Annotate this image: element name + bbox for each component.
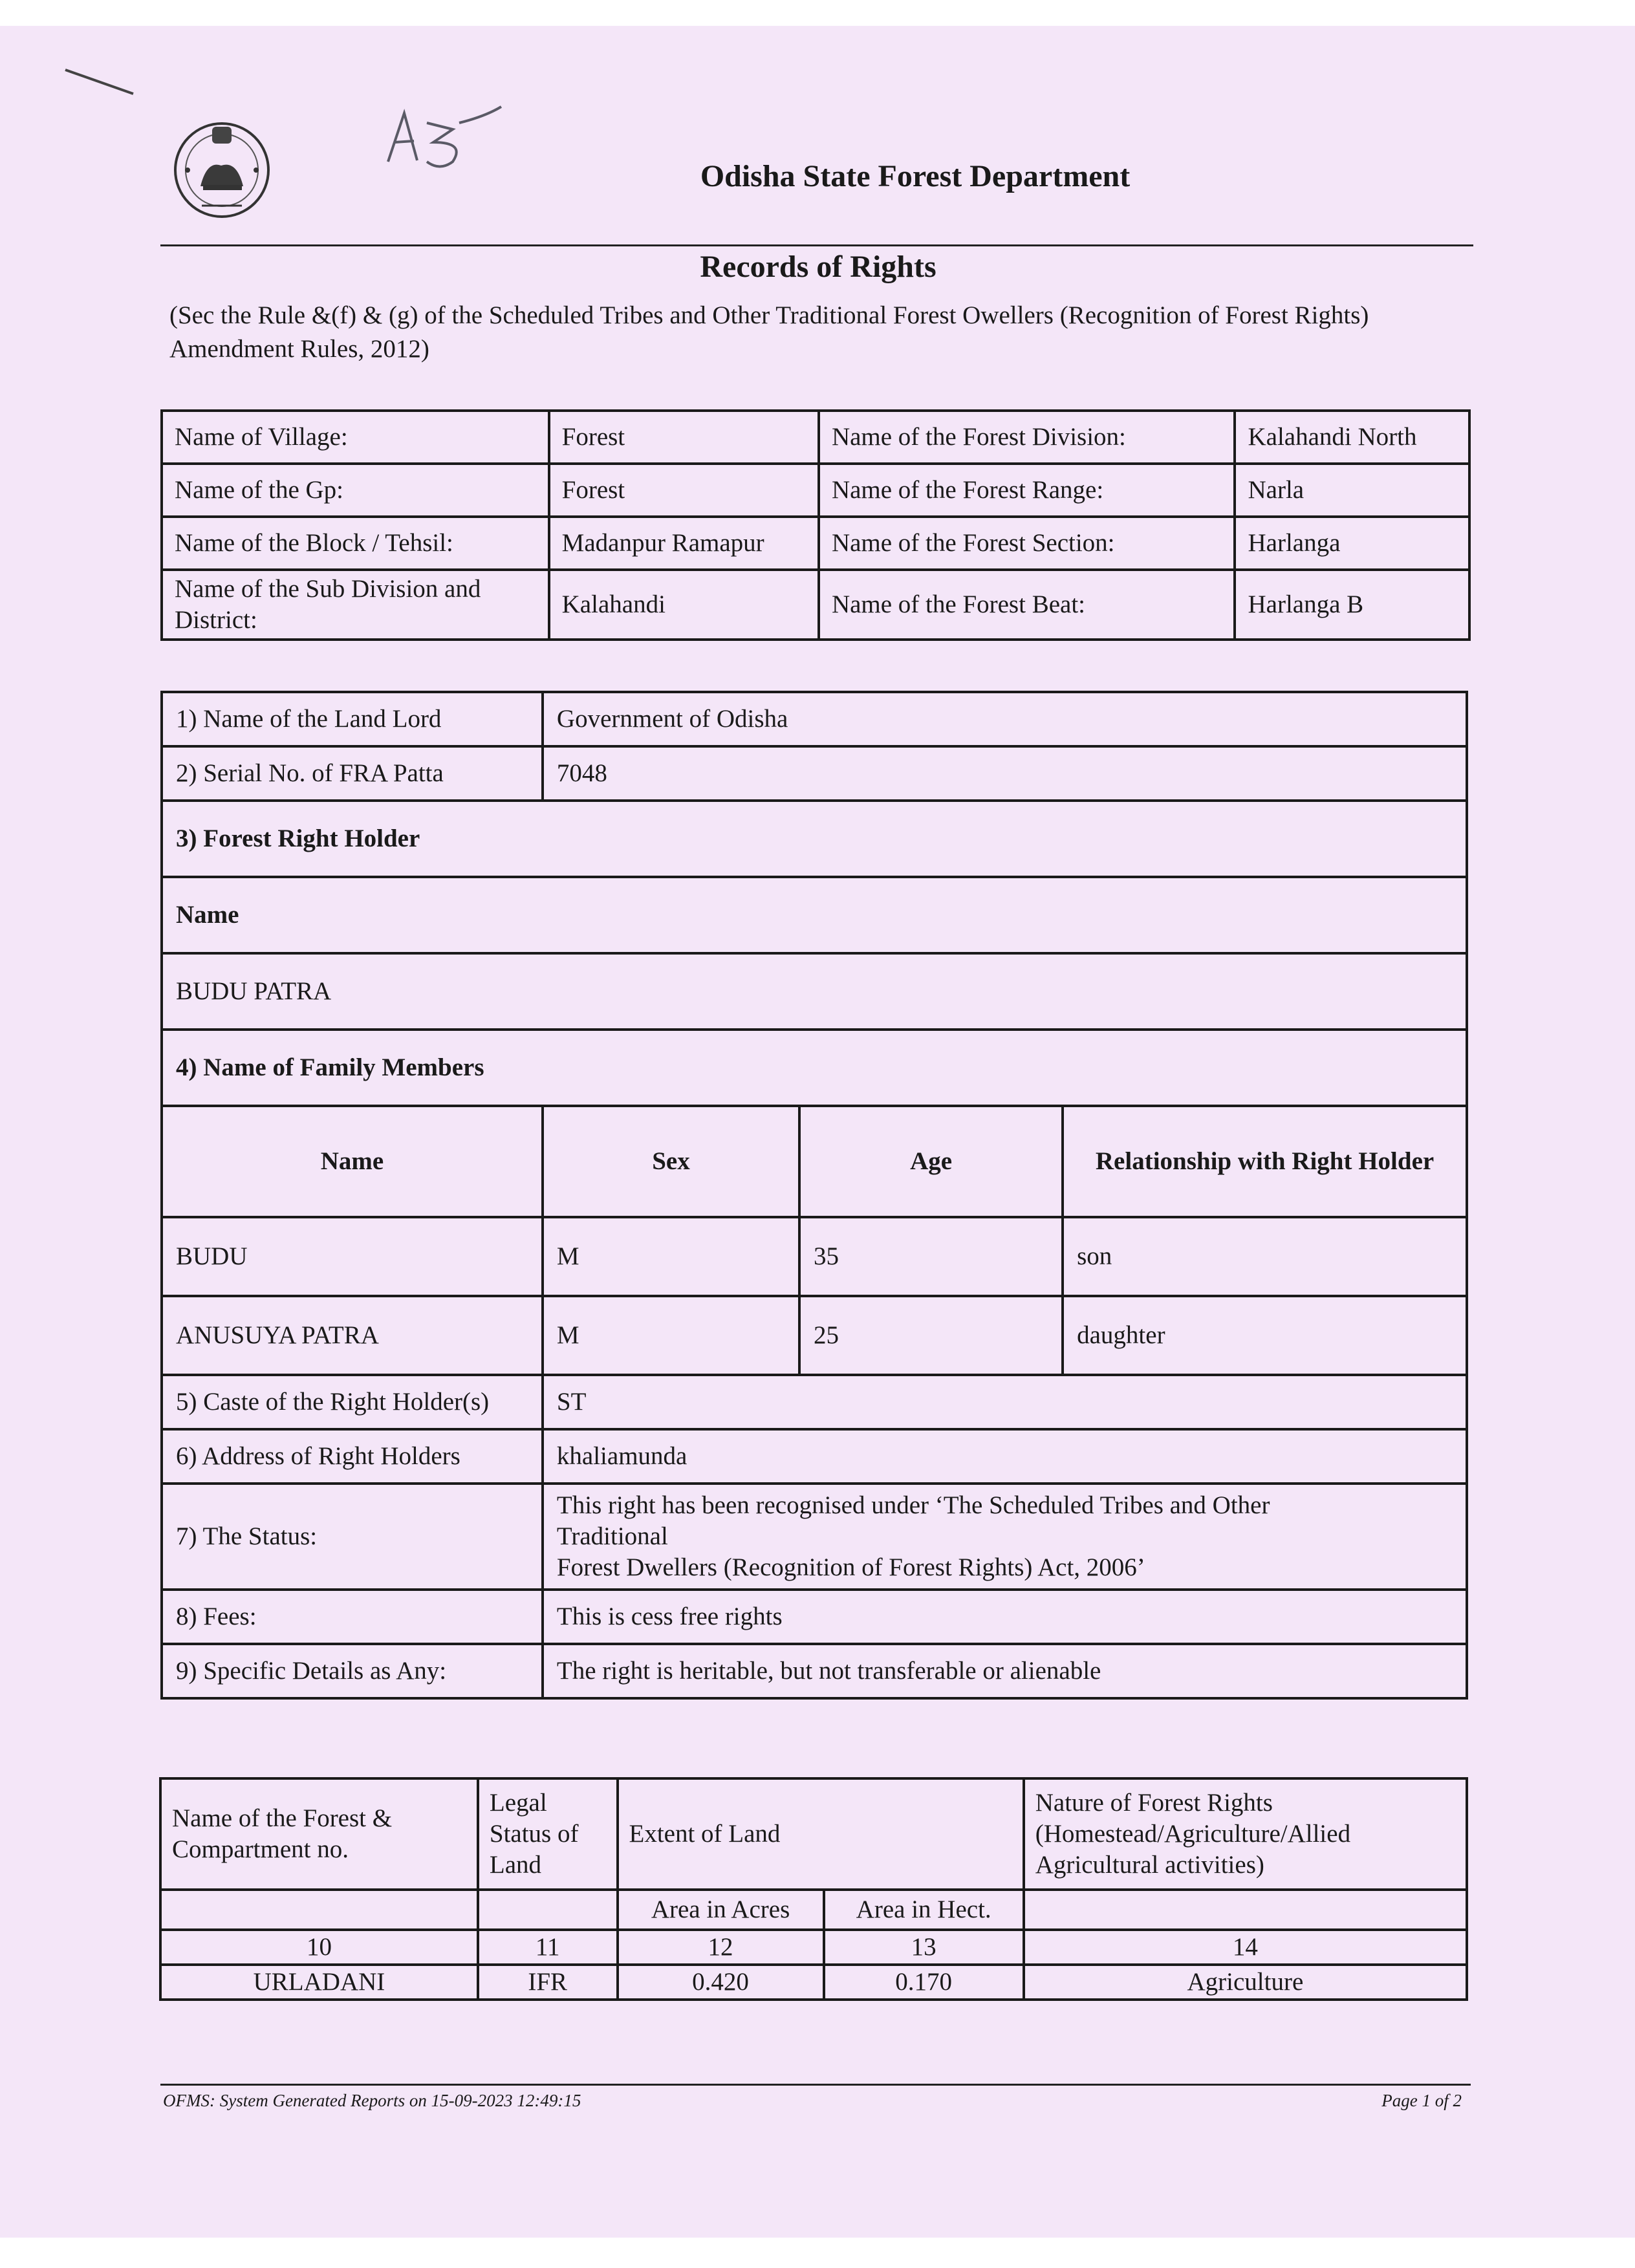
fees-value: This is cess free rights — [543, 1590, 1467, 1644]
column-number-row — [160, 1930, 1467, 1965]
status-label: 7) The Status: — [162, 1484, 543, 1590]
status-line: Traditional — [556, 1522, 668, 1550]
location-table — [160, 409, 1471, 641]
column-number: 11 — [478, 1930, 618, 1965]
division-label: Name of the Forest Division: — [819, 411, 1235, 464]
member-sex: M — [543, 1296, 799, 1375]
generated-timestamp: OFMS: System Generated Reports on 15-09-2023 12:49:15 — [163, 2091, 581, 2110]
table-row — [162, 1590, 1467, 1644]
table-row — [162, 1429, 1467, 1484]
table-row — [162, 692, 1467, 746]
member-age: 25 — [799, 1296, 1063, 1375]
section-value: Harlanga — [1235, 517, 1469, 570]
table-row — [162, 1217, 1467, 1296]
family-col-sex: Sex — [543, 1106, 799, 1217]
village-label: Name of Village: — [162, 411, 549, 464]
odisha-emblem-icon — [169, 115, 274, 225]
header-divider — [160, 244, 1473, 246]
area-hect: 0.170 — [824, 1965, 1024, 2000]
block-value: Madanpur Ramapur — [549, 517, 819, 570]
extent-of-land-header: Extent of Land — [618, 1778, 1024, 1890]
document-title: Records of Rights — [700, 250, 937, 284]
rights-record-table — [160, 691, 1468, 1700]
footer-divider — [160, 2084, 1471, 2086]
member-relation: son — [1063, 1217, 1467, 1296]
area-acres: 0.420 — [618, 1965, 824, 2000]
division-value: Kalahandi North — [1235, 411, 1469, 464]
table-row — [162, 801, 1467, 877]
land-lord-label: 1) Name of the Land Lord — [162, 692, 543, 746]
table-row — [162, 877, 1467, 953]
details-label: 9) Specific Details as Any: — [162, 1644, 543, 1698]
pen-scratch-mark — [62, 65, 140, 97]
range-label: Name of the Forest Range: — [819, 464, 1235, 517]
rule-reference: (Sec the Rule &(f) & (g) of the Scheduled Tribes and Other Traditional Forest Owellers (Recognition of Forest Rights) Amendment Rules, 2012) — [169, 301, 1369, 363]
address-label: 6) Address of Right Holders — [162, 1429, 543, 1484]
member-name: BUDU — [162, 1217, 543, 1296]
table-row — [162, 953, 1467, 1030]
table-row — [162, 746, 1467, 801]
column-number: 14 — [1024, 1930, 1467, 1965]
table-row — [162, 1030, 1467, 1106]
gp-label: Name of the Gp: — [162, 464, 549, 517]
empty-cell — [1024, 1890, 1467, 1930]
land-header-row — [160, 1778, 1467, 1890]
page-number: Page 1 of 2 — [1381, 2091, 1462, 2110]
nature-of-rights: Agriculture — [1024, 1965, 1467, 2000]
serial-value: 7048 — [543, 746, 1467, 801]
status-value — [543, 1484, 1467, 1590]
holder-name: BUDU PATRA — [162, 953, 1467, 1030]
status-line: This right has been recognised under ‘The Scheduled Tribes and Other — [556, 1491, 1270, 1519]
subdivision-value: Kalahandi — [549, 570, 819, 640]
land-subheader-row — [160, 1890, 1467, 1930]
village-value: Forest — [549, 411, 819, 464]
caste-label: 5) Caste of the Right Holder(s) — [162, 1375, 543, 1429]
member-name: ANUSUYA PATRA — [162, 1296, 543, 1375]
details-value: The right is heritable, but not transferable or alienable — [543, 1644, 1467, 1698]
area-acres-header: Area in Acres — [618, 1890, 824, 1930]
subdivision-label: Name of the Sub Division and District: — [162, 570, 549, 640]
caste-value: ST — [543, 1375, 1467, 1429]
member-age: 35 — [799, 1217, 1063, 1296]
section-label: Name of the Forest Section: — [819, 517, 1235, 570]
column-number: 10 — [160, 1930, 478, 1965]
table-row — [162, 517, 1469, 570]
area-hect-header: Area in Hect. — [824, 1890, 1024, 1930]
family-heading: 4) Name of Family Members — [162, 1030, 1467, 1106]
family-col-age: Age — [799, 1106, 1063, 1217]
forest-compartment-header: Name of the Forest & Compartment no. — [160, 1778, 478, 1890]
table-row — [162, 1644, 1467, 1698]
land-extent-table — [159, 1777, 1468, 2001]
status-line: Forest Dwellers (Recognition of Forest Rights) Act, 2006’ — [556, 1553, 1145, 1581]
range-value: Narla — [1235, 464, 1469, 517]
table-row — [160, 1965, 1467, 2000]
department-title: Odisha State Forest Department — [700, 159, 1131, 193]
land-lord-value: Government of Odisha — [543, 692, 1467, 746]
table-row — [162, 1375, 1467, 1429]
name-heading: Name — [162, 877, 1467, 953]
legal-status-header: Legal Status of Land — [478, 1778, 618, 1890]
forest-name: URLADANI — [160, 1965, 478, 2000]
legal-status: IFR — [478, 1965, 618, 2000]
holder-heading: 3) Forest Right Holder — [162, 801, 1467, 877]
table-row — [162, 464, 1469, 517]
nature-of-rights-header: Nature of Forest Rights (Homestead/Agriculture/Allied Agricultural activities) — [1024, 1778, 1467, 1890]
scan-margin — [0, 2238, 1635, 2268]
table-row — [162, 570, 1469, 640]
empty-cell — [478, 1890, 618, 1930]
column-number: 12 — [618, 1930, 824, 1965]
fees-label: 8) Fees: — [162, 1590, 543, 1644]
serial-label: 2) Serial No. of FRA Patta — [162, 746, 543, 801]
block-label: Name of the Block / Tehsil: — [162, 517, 549, 570]
address-value: khaliamunda — [543, 1429, 1467, 1484]
beat-label: Name of the Forest Beat: — [819, 570, 1235, 640]
empty-cell — [160, 1890, 478, 1930]
column-number: 13 — [824, 1930, 1024, 1965]
beat-value: Harlanga B — [1235, 570, 1469, 640]
member-sex: M — [543, 1217, 799, 1296]
table-row — [162, 1296, 1467, 1375]
family-header-row — [162, 1106, 1467, 1217]
table-row — [162, 411, 1469, 464]
member-relation: daughter — [1063, 1296, 1467, 1375]
family-col-name: Name — [162, 1106, 543, 1217]
family-col-relationship: Relationship with Right Holder — [1063, 1106, 1467, 1217]
table-row — [162, 1484, 1467, 1590]
gp-value: Forest — [549, 464, 819, 517]
